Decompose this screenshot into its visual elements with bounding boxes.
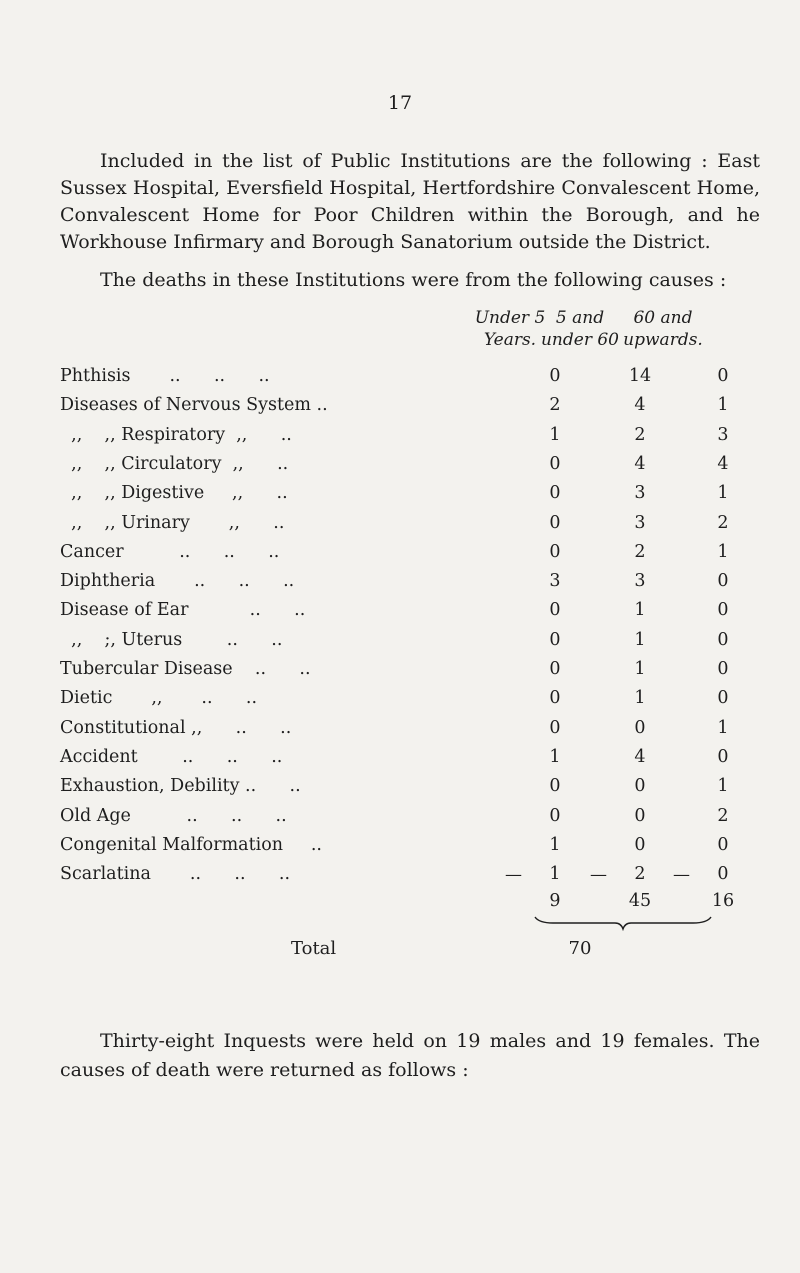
- cause-label: Tubercular Disease .. ..: [60, 659, 311, 679]
- value-under-5: 1: [549, 746, 561, 767]
- table-row: [60, 600, 760, 630]
- cause-label: Cancer .. .. ..: [60, 541, 280, 562]
- value-5-to-60: 0: [634, 805, 646, 826]
- value-under-5: 0: [549, 483, 561, 504]
- value-5-to-60: 14: [628, 366, 652, 386]
- value-under-5: 3: [549, 571, 561, 592]
- value-5-to-60: 4: [634, 395, 646, 416]
- value-under-5: 0: [549, 629, 561, 650]
- table-row: [60, 425, 760, 455]
- value-under-5: 0: [549, 805, 561, 826]
- table-row: [60, 835, 760, 865]
- table-row: [60, 630, 760, 660]
- table-row: [60, 454, 760, 484]
- value-5-to-60: 1: [634, 659, 646, 679]
- value-60-upwards: 0: [717, 864, 729, 885]
- value-under-5: 2: [549, 395, 561, 416]
- table-row: [60, 542, 760, 572]
- value-60-upwards: 1: [717, 717, 729, 738]
- cause-label: Constitutional ,, .. ..: [60, 717, 292, 738]
- brace-icon: [533, 915, 713, 931]
- table-row: [60, 747, 760, 777]
- intro-text: [60, 148, 760, 256]
- page-number: 17: [387, 92, 413, 114]
- value-60-upwards: 0: [717, 629, 729, 650]
- value-60-upwards: 2: [717, 805, 729, 826]
- value-5-to-60: 4: [634, 746, 646, 767]
- column-header-under-5-line-2: Years.: [483, 330, 537, 350]
- grand-total: 70: [568, 938, 592, 959]
- value-under-5: 1: [549, 864, 561, 885]
- value-under-5: 0: [549, 453, 561, 474]
- rule-under-5: —: [505, 865, 522, 885]
- value-60-upwards: 1: [717, 483, 729, 504]
- intro-paragraph-1-rest: East Sussex Hospital, Eversfield Hospital, Hertfordshire Convalescent Home, Convalescent Home for Poor Children within the Borough, and he Workhouse Infirmary and Borough Sanatorium outside the District.: [60, 150, 760, 253]
- cause-label: Disease of Ear .. ..: [60, 600, 306, 621]
- column-header-5-to-60-line-2: under 60: [540, 330, 619, 350]
- value-under-5: 0: [549, 717, 561, 738]
- value-5-to-60: 4: [634, 453, 646, 474]
- value-5-to-60: 1: [634, 688, 646, 709]
- value-60-upwards: 0: [717, 688, 729, 709]
- column-header-60-upwards: [613, 307, 713, 351]
- table-row: [60, 659, 760, 689]
- table-row: [60, 688, 760, 718]
- value-60-upwards: 1: [717, 395, 729, 416]
- value-60-upwards: 0: [717, 571, 729, 592]
- value-5-to-60: 2: [634, 541, 646, 562]
- intro-paragraph-1-line-1: Included in the list of Public Institutions are the following :: [100, 150, 708, 172]
- intro-paragraph-1: [60, 148, 760, 256]
- cause-label: Congenital Malformation ..: [60, 834, 322, 855]
- rule-60-upwards: —: [673, 865, 690, 885]
- causes-intro: The deaths in these Institutions were from the following causes :: [100, 269, 727, 291]
- value-60-upwards: 0: [717, 834, 729, 855]
- value-5-to-60: 1: [634, 600, 646, 621]
- cause-label: ,, ,, Circulatory ,, ..: [60, 453, 289, 474]
- inquest-text: Thirty-eight Inquests were held on 19 males and 19 females. The causes of death were returned as follows :: [60, 1030, 760, 1081]
- value-60-upwards: 0: [717, 366, 729, 386]
- table-row: [60, 366, 760, 396]
- cause-label: Phthisis .. .. ..: [60, 366, 270, 386]
- table-row: [60, 776, 760, 806]
- cause-label: ,, ,, Digestive ,, ..: [60, 483, 288, 504]
- value-60-upwards: 3: [717, 424, 729, 445]
- column-header-under-5-line-1: Under 5: [474, 308, 546, 328]
- value-5-to-60: 0: [634, 717, 646, 738]
- value-under-5: 1: [549, 424, 561, 445]
- value-5-to-60: 3: [634, 483, 646, 504]
- value-60-upwards: 2: [717, 512, 729, 533]
- value-5-to-60: 0: [634, 834, 646, 855]
- total-under-5: 9: [549, 891, 561, 911]
- value-under-5: 0: [549, 776, 561, 797]
- table-row: [60, 395, 760, 425]
- value-under-5: 0: [549, 600, 561, 621]
- column-header-60-upwards-line-2: upwards.: [623, 330, 703, 350]
- value-60-upwards: 0: [717, 746, 729, 767]
- column-header-60-upwards-line-1: 60 and: [633, 308, 693, 328]
- value-under-5: 0: [549, 366, 561, 386]
- value-5-to-60: 2: [634, 424, 646, 445]
- value-5-to-60: 3: [634, 571, 646, 592]
- table-row: [60, 571, 760, 601]
- cause-label: Dietic ,, .. ..: [60, 688, 258, 709]
- cause-label: Exhaustion, Debility .. ..: [60, 776, 301, 797]
- cause-label: ,, ,, Respiratory ,, ..: [60, 424, 292, 445]
- table-row: [60, 864, 760, 894]
- total-5-to-60: 45: [628, 891, 652, 911]
- value-under-5: 0: [549, 541, 561, 562]
- column-header-5-to-60-line-1: 5 and: [555, 308, 605, 328]
- total-label: Total: [291, 938, 337, 959]
- table-row: [60, 513, 760, 543]
- rule-5-to-60: —: [590, 865, 607, 885]
- value-5-to-60: 2: [634, 864, 646, 885]
- value-60-upwards: 0: [717, 600, 729, 621]
- value-60-upwards: 1: [717, 776, 729, 797]
- value-under-5: 0: [549, 512, 561, 533]
- inquest-paragraph: [60, 1027, 760, 1085]
- cause-label: ,, ,, Urinary ,, ..: [60, 512, 285, 533]
- value-5-to-60: 0: [634, 776, 646, 797]
- cause-label: Diseases of Nervous System ..: [60, 395, 328, 416]
- value-60-upwards: 0: [717, 659, 729, 679]
- table-row: [60, 718, 760, 748]
- cause-label: Old Age .. .. ..: [60, 805, 287, 826]
- value-60-upwards: 1: [717, 541, 729, 562]
- cause-label: Accident .. .. ..: [60, 746, 283, 767]
- cause-label: Scarlatina .. .. ..: [60, 864, 291, 885]
- value-5-to-60: 1: [634, 629, 646, 650]
- cause-label: ,, ;, Uterus .. ..: [60, 629, 283, 650]
- table-row: [60, 483, 760, 513]
- cause-label: Diphtheria .. .. ..: [60, 571, 295, 592]
- value-under-5: 1: [549, 834, 561, 855]
- value-under-5: 0: [549, 688, 561, 709]
- total-60-upwards: 16: [711, 891, 735, 911]
- value-5-to-60: 3: [634, 512, 646, 533]
- table-row: [60, 806, 760, 836]
- value-under-5: 0: [549, 659, 561, 679]
- value-60-upwards: 4: [717, 453, 729, 474]
